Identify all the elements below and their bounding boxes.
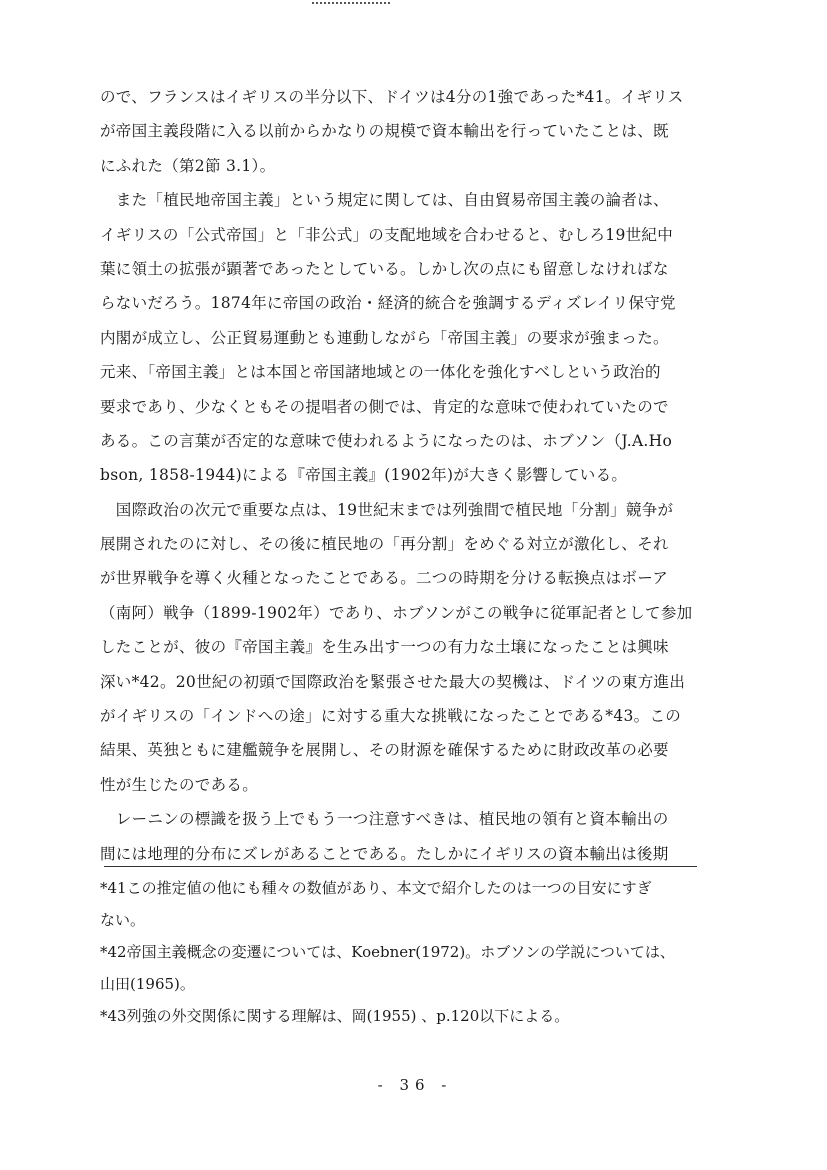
body-line: ある。この言葉が否定的な意味で使われるようになったのは、ホブソン（J.A.Ho [100,431,673,450]
body-line: がイギリスの「インドへの途」に対する重大な挑戦になったことである*43。この [100,707,682,726]
body-text [100,80,710,871]
footnote-line: *43列強の外交関係に関する理解は、岡(1955) 、p.120以下による。 [100,1007,570,1025]
body-line: 要求であり、少なくともその提唱者の側では、肯定的な意味で使われていたので [100,397,669,416]
body-line: 葉に領土の拡張が顕著であったとしている。しかし次の点にも留意しなければな [100,259,669,278]
footnote-divider [104,866,697,867]
footnotes [100,872,710,1032]
body-line: bson, 1858-1944)による『帝国主義』(1902年)が大きく影響している。 [100,466,628,485]
body-line: 国際政治の次元で重要な点は、19世紀末までは列強間で植民地「分割」競争が [100,500,674,519]
body-line: 性が生じたのである。 [100,775,259,794]
body-line: また「植民地帝国主義」という規定に関しては、自由貿易帝国主義の論者は、 [100,191,669,210]
footnote-line: *41この推定値の他にも種々の数値があり、本文で紹介したのは一つの目安にすぎ [100,879,652,897]
body-line: が帝国主義段階に入る以前からかなりの規模で資本輸出を行っていたことは、既 [100,122,669,141]
scan-artifact [312,2,390,4]
page-number: - 36 - [377,1076,453,1094]
footnote-line: 山田(1965)。 [100,975,195,993]
body-line: イギリスの「公式帝国」と「非公式」の支配地域を合わせると、むしろ19世紀中 [100,225,674,244]
body-line: 元来、「帝国主義」とは本国と帝国諸地域との一体化を強化すべしという政治的 [100,363,661,382]
body-line: 間には地理的分布にズレがあることである。たしかにイギリスの資本輸出は後期 [100,844,669,863]
body-line: らないだろう。1874年に帝国の政治・経済的統合を強調するディズレイリ保守党 [100,294,676,313]
body-line: 深い*42。20世紀の初頭で国際政治を緊張させた最大の契機は、ドイツの東方進出 [100,672,686,691]
body-line: 展開されたのに対し、その後に植民地の「再分割」をめぐる対立が激化し、それ [100,535,669,554]
body-line: レーニンの標識を扱う上でもう一つ注意すべきは、植民地の領有と資本輸出の [100,810,669,829]
body-line: にふれた（第2節 3.1）。 [100,156,276,175]
body-line: （南阿）戦争（1899-1902年）であり、ホブソンがこの戦争に従軍記者として参加 [100,603,693,622]
footnote-line: ない。 [100,911,146,929]
body-line: が世界戦争を導く火種となったことである。二つの時期を分ける転換点はボーア [100,569,669,588]
body-line: 結果、英独ともに建艦競争を展開し、その財源を確保するために財政改革の必要 [100,741,669,760]
body-line: したことが、彼の『帝国主義』を生み出す一つの有力な土壌になったことは興味 [100,638,669,657]
footnote-line: *42帝国主義概念の変遷については、Koebner(1972)。ホブソンの学説については、 [100,943,675,961]
body-line: ので、フランスはイギリスの半分以下、ドイツは4分の1強であった*41。イギリス [100,88,684,106]
body-line: 内閣が成立し、公正貿易運動とも連動しながら「帝国主義」の要求が強まった。 [100,328,669,347]
